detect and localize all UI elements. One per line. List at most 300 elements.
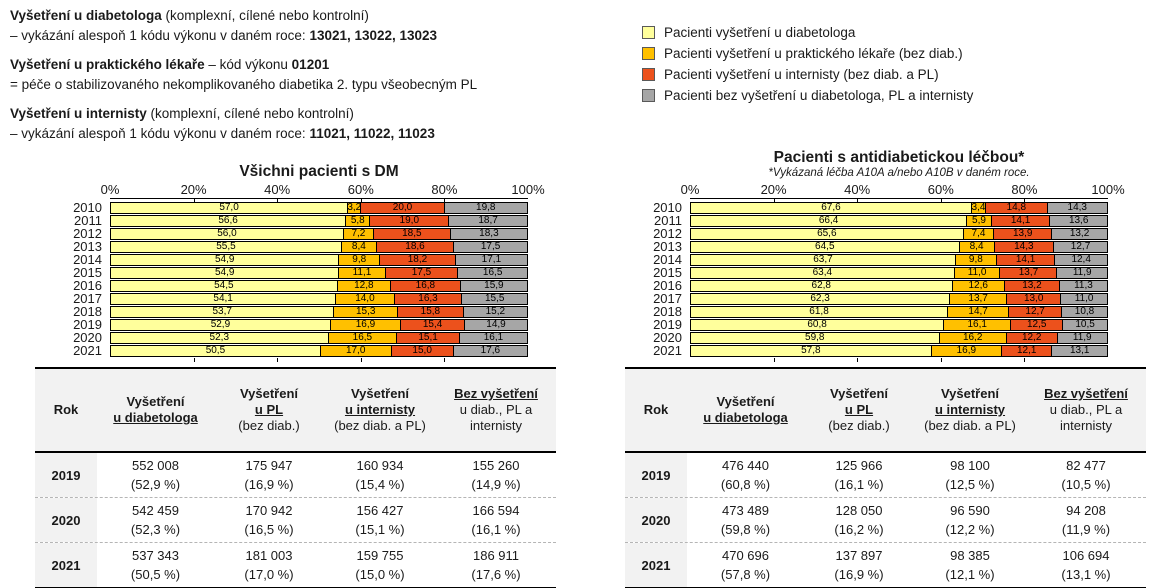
bar-segment	[401, 320, 465, 330]
legend-label: Pacienti vyšetření u diabetologa	[664, 25, 856, 40]
axis-line-bottom	[110, 357, 528, 362]
percent-value: (10,5 %)	[1061, 477, 1111, 492]
bar-segment	[392, 346, 454, 356]
x-axis-label: 20%	[180, 182, 207, 197]
legend-item	[642, 85, 973, 106]
count-value: 98 100	[950, 458, 990, 473]
year-label: 2015	[73, 265, 102, 280]
segment-value-label: 15,3	[355, 305, 376, 317]
percent-value: (57,8 %)	[720, 567, 771, 582]
value-cell	[97, 453, 214, 497]
percent-value: (14,9 %)	[471, 477, 521, 492]
value-cell	[214, 453, 324, 497]
bar-segment	[334, 307, 398, 317]
bar-segment	[449, 216, 527, 226]
segment-value-label: 14,9	[486, 318, 506, 330]
segment-value-label: 12,5	[1026, 318, 1047, 330]
bar-segment	[691, 333, 940, 343]
year-label: 2020	[653, 330, 682, 345]
bar-row	[618, 305, 1110, 318]
bar-segment	[1007, 333, 1058, 343]
bar-segment	[398, 307, 464, 317]
bar-segment	[1009, 307, 1062, 317]
stacked-bar	[110, 332, 528, 344]
value-cell	[914, 453, 1026, 497]
count-value: 128 050	[835, 503, 883, 518]
percent-value: (11,9 %)	[1061, 522, 1111, 537]
segment-value-label: 11,3	[1074, 279, 1093, 291]
year-label: 2016	[653, 278, 682, 293]
segment-value-label: 64,5	[815, 240, 835, 252]
bar-segment	[691, 268, 955, 278]
segment-value-label: 11,9	[1072, 331, 1092, 343]
segment-value-label: 17,0	[345, 344, 366, 356]
axis-tick	[361, 358, 362, 362]
legend-label: Pacienti bez vyšetření u diabetologa, PL a internisty	[664, 88, 974, 103]
segment-value-label: 12,2	[1021, 331, 1042, 343]
bar-row	[618, 227, 1110, 240]
bar-segment	[461, 281, 527, 291]
segment-value-label: 16,5	[352, 331, 373, 343]
axis-tick	[1024, 358, 1025, 362]
axis-line-bottom	[690, 357, 1108, 362]
bar-segment	[691, 242, 960, 252]
segment-value-label: 15,8	[420, 305, 441, 317]
segment-value-label: 13,6	[1068, 214, 1089, 226]
percent-value: (15,4 %)	[355, 477, 405, 492]
segment-value-label: 14,1	[1010, 214, 1031, 226]
stacked-bar	[690, 202, 1108, 214]
stacked-bar	[110, 267, 528, 279]
bar-segment	[955, 268, 1001, 278]
bar-row	[38, 292, 530, 305]
definition-text: 11021, 11022, 11023	[309, 126, 435, 141]
stacked-bar	[110, 241, 528, 253]
bar-segment	[691, 281, 953, 291]
table-header-cell	[214, 382, 324, 438]
year-label: 2021	[73, 343, 102, 358]
segment-value-label: 3,2	[347, 201, 362, 213]
table-row	[35, 497, 556, 542]
segment-value-label: 54,1	[213, 292, 233, 304]
percent-value: (15,0 %)	[355, 567, 405, 582]
year-label: 2012	[73, 226, 102, 241]
stacked-bar	[110, 254, 528, 266]
value-cell	[324, 498, 436, 542]
bar-segment	[967, 216, 992, 226]
bar-segment	[1052, 229, 1107, 239]
segment-value-label: 15,4	[422, 318, 443, 330]
year-label: 2011	[654, 213, 682, 228]
segment-value-label: 10,8	[1074, 305, 1095, 317]
percent-value: (17,6 %)	[471, 567, 521, 582]
bar-row	[38, 318, 530, 331]
count-value: 96 590	[950, 503, 990, 518]
chart-header	[690, 146, 1108, 180]
stacked-bar	[690, 306, 1108, 318]
x-axis-label: 0%	[100, 182, 120, 197]
chart-title: Pacienti s antidiabetickou léčbou*	[773, 149, 1025, 166]
bar-segment	[451, 229, 527, 239]
segment-value-label: 12,6	[968, 279, 988, 291]
count-value: 106 694	[1062, 548, 1110, 563]
header-text: Rok	[53, 402, 79, 417]
header-line	[917, 402, 1023, 418]
stacked-bar	[690, 293, 1108, 305]
header-text: Vyšetření	[716, 394, 775, 409]
table-header-cell	[914, 382, 1026, 438]
year-label: 2011	[74, 213, 102, 228]
x-axis-label: 20%	[760, 182, 787, 197]
percent-value: (13,1 %)	[1061, 567, 1111, 582]
value-cell	[324, 453, 436, 497]
segment-value-label: 18,3	[479, 227, 499, 239]
value-cell	[97, 498, 214, 542]
definition-text: Vyšetření u diabetologa	[10, 8, 162, 23]
x-axis-label: 80%	[431, 182, 458, 197]
value-cell	[687, 453, 804, 497]
table-row	[625, 453, 1146, 497]
year-label: 2019	[653, 317, 682, 332]
bar-segment	[377, 242, 454, 252]
bar-segment	[691, 255, 956, 265]
segment-value-label: 50,5	[205, 344, 226, 356]
segment-value-label: 13,1	[1069, 344, 1090, 356]
count-value: 537 343	[132, 548, 179, 563]
stacked-bar	[110, 345, 528, 357]
header-line	[439, 402, 553, 434]
year-cell: 2021	[625, 543, 687, 587]
bar-segment	[994, 229, 1052, 239]
stacked-bar	[110, 215, 528, 227]
segment-value-label: 13,2	[1069, 227, 1090, 239]
bar-segment	[454, 242, 527, 252]
percent-value: (16,9 %)	[244, 477, 294, 492]
table-header-cell	[804, 382, 914, 438]
segment-value-label: 8,4	[969, 240, 984, 252]
bar-segment	[691, 307, 948, 317]
header-line	[217, 386, 321, 402]
bar-segment	[111, 333, 329, 343]
header-line	[327, 402, 433, 418]
definition-line	[10, 26, 625, 46]
segment-value-label: 17,5	[480, 240, 501, 252]
bar-segment	[458, 268, 527, 278]
bar-row	[618, 253, 1110, 266]
header-text: u PL	[254, 402, 284, 417]
value-cell	[804, 498, 914, 542]
bar-segment	[336, 294, 394, 304]
header-text: Vyšetření	[829, 386, 889, 401]
table-row	[625, 542, 1146, 587]
segment-value-label: 18,6	[405, 240, 425, 252]
segment-value-label: 7,2	[351, 227, 366, 239]
bar-segment	[111, 281, 338, 291]
bar-segment	[111, 346, 321, 356]
bar-row	[38, 201, 530, 214]
segment-value-label: 5,9	[972, 214, 986, 226]
count-value: 166 594	[472, 503, 520, 518]
segment-value-label: 63,7	[813, 253, 833, 265]
legend-label: Pacienti vyšetření u praktického lékaře (bez diab.)	[664, 46, 963, 61]
segment-value-label: 15,1	[418, 331, 438, 343]
year-label: 2021	[653, 343, 682, 358]
bar-row	[38, 240, 530, 253]
bar-row	[618, 279, 1110, 292]
definition-line	[10, 6, 625, 26]
stacked-bar	[110, 293, 528, 305]
segment-value-label: 17,5	[411, 266, 432, 278]
bar-segment	[342, 242, 377, 252]
chart-header	[110, 146, 528, 180]
header-text: u diab., PL a internisty	[1049, 402, 1123, 433]
header-line	[917, 418, 1023, 434]
bar-row	[618, 214, 1110, 227]
segment-value-label: 11,1	[352, 266, 372, 278]
bar-segment	[348, 203, 361, 213]
count-value: 98 385	[950, 548, 990, 563]
bar-segment	[361, 203, 444, 213]
percent-value: (16,1 %)	[471, 522, 521, 537]
header-line	[38, 402, 94, 418]
segment-value-label: 55,5	[216, 240, 236, 252]
header-text: Vyšetření	[126, 394, 185, 409]
bar-segment	[380, 255, 456, 265]
value-cell	[1026, 543, 1146, 587]
percent-value: (16,2 %)	[834, 522, 884, 537]
legend-color-swatch	[642, 26, 655, 39]
segment-value-label: 16,2	[962, 331, 983, 343]
percent-value: (60,8 %)	[720, 477, 771, 492]
x-axis-label: 80%	[1011, 182, 1038, 197]
segment-value-label: 57,8	[801, 344, 821, 356]
legend-item	[642, 43, 973, 64]
header-text: u diabetologa	[113, 410, 198, 425]
segment-value-label: 63,4	[812, 266, 833, 278]
definition-text: Vyšetření u internisty	[10, 106, 147, 121]
table-header-cell	[324, 382, 436, 438]
percent-value: (12,1 %)	[945, 567, 995, 582]
bar-segment	[331, 320, 401, 330]
header-text: (bez diab. a PL)	[924, 418, 1016, 433]
bar-segment	[111, 294, 336, 304]
table-header-cell	[687, 390, 804, 430]
bars-area	[618, 201, 1110, 357]
count-value: 159 755	[356, 548, 404, 563]
count-value: 137 897	[835, 548, 883, 563]
header-text: (bez diab.)	[828, 418, 890, 433]
axis-tick	[444, 358, 445, 362]
value-cell	[214, 498, 324, 542]
segment-value-label: 61,8	[809, 305, 829, 317]
value-cell	[436, 543, 556, 587]
header-line	[1029, 386, 1143, 402]
year-label: 2010	[73, 200, 102, 215]
segment-value-label: 54,9	[214, 253, 235, 265]
bar-segment	[1063, 320, 1107, 330]
bar-segment	[329, 333, 398, 343]
bar-segment	[111, 242, 342, 252]
bar-row	[618, 318, 1110, 331]
definition-line	[10, 124, 625, 144]
bar-segment	[456, 255, 527, 265]
header-text: Vyšetření	[940, 386, 1000, 401]
legend	[642, 22, 973, 106]
bar-segment	[995, 242, 1055, 252]
segment-value-label: 3,4	[971, 201, 986, 213]
table-row	[625, 497, 1146, 542]
table-header-cell	[1026, 382, 1146, 438]
header-line	[217, 418, 321, 434]
percent-value: (17,0 %)	[244, 567, 294, 582]
count-value: 94 208	[1066, 503, 1106, 518]
bar-segment	[1062, 307, 1107, 317]
bar-segment	[932, 346, 1002, 356]
header-line	[690, 394, 801, 410]
chart-treated-patients	[618, 146, 1125, 362]
x-axis	[680, 180, 1125, 198]
stacked-bar	[690, 280, 1108, 292]
definition-line	[10, 55, 625, 75]
segment-value-label: 54,5	[214, 279, 234, 291]
bar-segment	[1050, 216, 1107, 226]
header-text: u PL	[844, 402, 874, 417]
bar-row	[38, 253, 530, 266]
segment-value-label: 8,4	[351, 240, 366, 252]
bar-segment	[338, 281, 391, 291]
bar-segment	[111, 320, 331, 330]
value-cell	[914, 543, 1026, 587]
bar-segment	[111, 203, 348, 213]
header-line	[807, 418, 911, 434]
segment-value-label: 9,8	[968, 253, 983, 265]
bar-segment	[386, 268, 459, 278]
value-cell	[1026, 498, 1146, 542]
percent-value: (50,5 %)	[130, 567, 181, 582]
segment-value-label: 15,2	[485, 305, 506, 317]
bar-segment	[1057, 268, 1107, 278]
bar-segment	[1060, 281, 1107, 291]
bar-segment	[111, 307, 334, 317]
bar-segment	[972, 203, 986, 213]
definition-text: 01201	[291, 57, 330, 72]
stacked-bar	[690, 241, 1108, 253]
bar-segment	[395, 294, 463, 304]
year-label: 2019	[73, 317, 102, 332]
bar-segment	[1005, 281, 1060, 291]
bar-row	[38, 331, 530, 344]
bar-segment	[464, 307, 527, 317]
segment-value-label: 16,3	[418, 292, 438, 304]
header-line	[807, 386, 911, 402]
year-label: 2013	[73, 239, 102, 254]
bar-segment	[1054, 242, 1107, 252]
count-value: 175 947	[245, 458, 293, 473]
bar-segment	[940, 333, 1007, 343]
summary-table-right	[625, 367, 1146, 588]
year-cell: 2019	[35, 453, 97, 497]
count-value: 476 440	[722, 458, 769, 473]
segment-value-label: 62,3	[810, 292, 830, 304]
axis-tick	[941, 358, 942, 362]
x-axis-label: 100%	[511, 182, 545, 197]
bar-segment	[465, 320, 527, 330]
definition	[10, 6, 625, 46]
count-value: 181 003	[245, 548, 293, 563]
segment-value-label: 13,0	[1023, 292, 1044, 304]
bar-row	[38, 227, 530, 240]
bar-segment	[960, 242, 995, 252]
segment-value-label: 52,9	[210, 318, 231, 330]
count-value: 473 489	[722, 503, 769, 518]
bar-segment	[691, 229, 964, 239]
segment-value-label: 57,0	[219, 201, 239, 213]
bars-area	[38, 201, 530, 357]
year-label: 2014	[73, 252, 102, 267]
chart-all-patients	[38, 146, 545, 362]
bar-row	[618, 292, 1110, 305]
chart-subtitle: *Vykázaná léčba A10A a/nebo A10B v daném roce.	[768, 167, 1030, 179]
header-text: u internisty	[934, 402, 1006, 417]
count-value: 155 260	[472, 458, 520, 473]
year-label: 2017	[73, 291, 102, 306]
year-label: 2013	[653, 239, 682, 254]
value-cell	[687, 543, 804, 587]
segment-value-label: 65,6	[817, 227, 837, 239]
segment-value-label: 56,0	[217, 227, 237, 239]
year-label: 2017	[653, 291, 682, 306]
segment-value-label: 14,0	[355, 292, 375, 304]
x-axis-label: 100%	[1091, 182, 1125, 197]
segment-value-label: 12,4	[1071, 253, 1091, 265]
bar-row	[618, 344, 1110, 357]
segment-value-label: 52,3	[209, 331, 230, 343]
bar-row	[618, 331, 1110, 344]
segment-value-label: 12,1	[1017, 344, 1037, 356]
bar-segment	[1052, 346, 1107, 356]
legend-item	[642, 22, 973, 43]
count-value: 186 911	[472, 548, 520, 563]
year-cell: 2020	[35, 498, 97, 542]
bar-row	[38, 279, 530, 292]
count-value: 160 934	[356, 458, 404, 473]
bar-segment	[1048, 203, 1107, 213]
definition-line	[10, 104, 625, 124]
count-value: 156 427	[356, 503, 404, 518]
legend-item	[642, 64, 973, 85]
definition	[10, 55, 625, 95]
segment-value-label: 56,6	[218, 214, 238, 226]
bar-segment	[111, 255, 339, 265]
year-label: 2014	[653, 252, 682, 267]
segment-value-label: 15,9	[484, 279, 504, 291]
bar-row	[618, 266, 1110, 279]
table-header-cell	[625, 398, 687, 422]
stacked-bar	[110, 280, 528, 292]
bar-segment	[691, 320, 944, 330]
bar-segment	[445, 203, 527, 213]
segment-value-label: 12,7	[1070, 240, 1091, 252]
bar-segment	[344, 229, 374, 239]
bar-segment	[374, 229, 451, 239]
segment-value-label: 13,9	[1013, 227, 1033, 239]
segment-value-label: 62,8	[811, 279, 831, 291]
bar-segment	[111, 216, 346, 226]
percent-value: (16,9 %)	[834, 567, 884, 582]
percent-value: (12,5 %)	[945, 477, 995, 492]
definition-text: – vykázání alespoň 1 kódu výkonu v daném roce:	[10, 28, 310, 43]
axis-tick	[857, 358, 858, 362]
